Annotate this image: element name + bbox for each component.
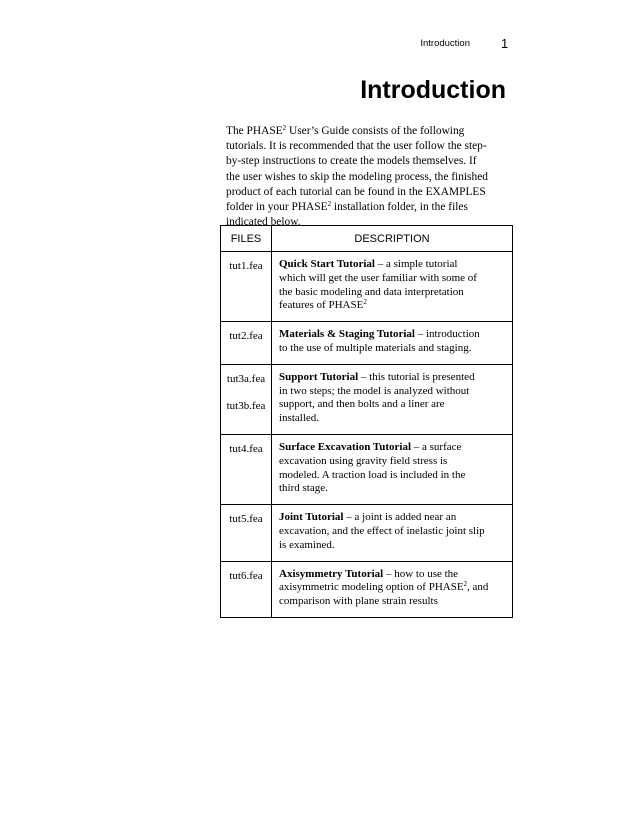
file-name: tut2.fea xyxy=(229,330,263,343)
intro-line: the user wishes to skip the modeling process, the finished xyxy=(226,170,488,183)
superscript: 2 xyxy=(363,298,367,307)
file-name: tut3b.fea xyxy=(226,400,266,413)
intro-line: by-step instructions to create the models themselves. If xyxy=(226,155,477,168)
intro-line: The PHASE$^2$ User’s Guide consists of the following xyxy=(226,124,465,137)
description-cell: Materials & Staging Tutorial – introduction to the use of multiple materials and staging. xyxy=(272,322,513,365)
file-name: tut4.fea xyxy=(229,442,263,455)
tutorial-title: Surface Excavation Tutorial xyxy=(279,440,412,453)
table-row xyxy=(221,364,513,434)
file-name: tut6.fea xyxy=(229,569,263,582)
tutorial-title: Axisymmetry Tutorial xyxy=(279,567,384,580)
table-row xyxy=(221,434,513,504)
intro-line: indicated below. xyxy=(226,216,301,229)
file-cell xyxy=(221,252,272,322)
description-cell: Joint Tutorial – a joint is added near an excavation, and the effect of inelastic joint slip is examined. xyxy=(272,505,513,561)
intro-paragraph xyxy=(226,124,516,230)
table-header-row xyxy=(221,226,513,252)
description-cell: Support Tutorial – this tutorial is presented in two steps; the model is analyzed without support, and then bolts and a liner are installed. xyxy=(272,364,513,434)
page-title: Introduction xyxy=(360,76,506,104)
running-header-label: Introduction xyxy=(420,38,470,49)
superscript: 2 xyxy=(282,124,287,132)
table-row xyxy=(221,561,513,617)
tutorial-title: Joint Tutorial xyxy=(279,511,344,524)
intro-line: tutorials. It is recommended that the user follow the step- xyxy=(226,140,487,153)
tutorial-files-table xyxy=(220,225,513,618)
file-name: tut3a.fea xyxy=(226,372,266,385)
tutorial-title: Support Tutorial xyxy=(279,370,359,383)
intro-line: product of each tutorial can be found in the EXAMPLES xyxy=(226,185,486,198)
page-number: 1 xyxy=(501,36,509,51)
file-cell xyxy=(221,434,272,504)
file-name: tut1.fea xyxy=(229,260,263,272)
description-cell: Surface Excavation Tutorial – a surface excavation using gravity field stress is modeled. A traction load is included in the third stage. xyxy=(272,434,513,504)
file-cell xyxy=(221,505,272,561)
file-cell xyxy=(221,364,272,434)
description-cell: Axisymmetry Tutorial – how to use the axisymmetric modeling option of PHASE$^2$, and comparison with plane strain results xyxy=(272,561,513,617)
table-row xyxy=(221,505,513,561)
column-header-description: DESCRIPTION xyxy=(272,226,513,252)
description-cell: Quick Start Tutorial – a simple tutorial which will get the user familiar with some of the basic modeling and data interpretation features of PHASE$^2$ xyxy=(272,252,513,322)
tutorial-title: Quick Start Tutorial xyxy=(279,258,375,270)
column-header-files: FILES xyxy=(221,226,272,252)
table-row xyxy=(221,252,513,322)
tutorial-title: Materials & Staging Tutorial xyxy=(279,328,415,341)
intro-line: folder in your PHASE$^2$ installation folder, in the files xyxy=(226,200,468,214)
file-name: tut5.fea xyxy=(229,513,263,526)
superscript: 2 xyxy=(463,580,468,589)
superscript: 2 xyxy=(327,200,332,209)
page-header xyxy=(0,36,638,52)
file-cell xyxy=(221,561,272,617)
file-cell xyxy=(221,322,272,365)
table-row xyxy=(221,322,513,365)
